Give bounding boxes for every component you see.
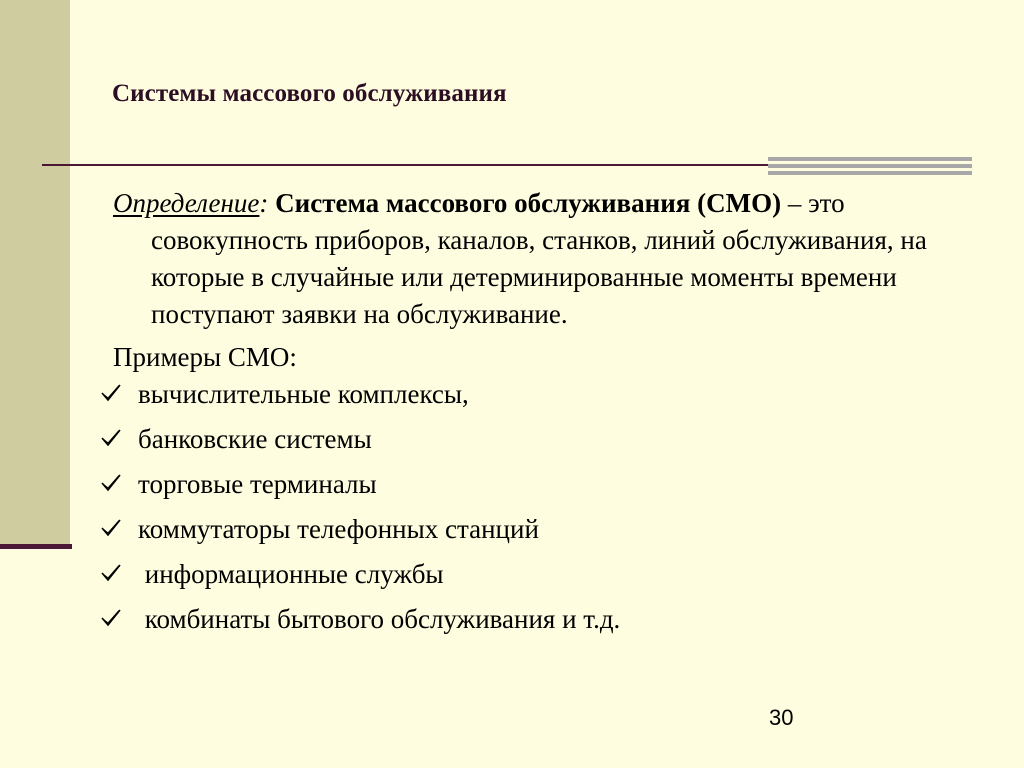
list-item — [100, 511, 973, 556]
slide-content — [113, 185, 973, 646]
checkmark-icon — [100, 607, 122, 629]
decorative-bars — [768, 157, 972, 178]
side-band-underline — [0, 544, 72, 549]
definition-colon: : — [259, 188, 269, 218]
list-item — [100, 601, 973, 646]
examples-heading: Примеры СМО: — [113, 342, 297, 372]
list-item-text: комбинаты бытового обслуживания и т.д. — [138, 604, 621, 634]
list-item — [100, 421, 973, 466]
list-item — [100, 556, 973, 601]
definition-paragraph — [113, 185, 973, 333]
checkmark-icon — [100, 562, 122, 584]
list-item-text: информационные службы — [138, 559, 444, 589]
checkmark-icon — [100, 517, 122, 539]
checkmark-icon — [100, 427, 122, 449]
checkmark-icon — [100, 382, 122, 404]
examples-list — [113, 376, 973, 646]
slide-title: Системы массового обслуживания — [112, 80, 507, 107]
side-band-decoration — [0, 0, 70, 546]
list-item — [100, 466, 973, 511]
list-item-text: коммутаторы телефонных станций — [138, 514, 539, 544]
list-item-text: банковские системы — [138, 424, 372, 454]
list-item — [100, 376, 973, 421]
checkmark-icon — [100, 472, 122, 494]
page-number: 30 — [769, 705, 794, 730]
definition-label: Определение — [113, 188, 260, 218]
definition-term: Система массового обслуживания (СМО) — [275, 188, 782, 218]
list-item-text: вычислительные комплексы, — [138, 379, 469, 409]
list-item-text: торговые терминалы — [138, 469, 377, 499]
definition-text: – это совокупность приборов, каналов, станков, линий обслуживания, на которые в случайные или детерминированные моменты времени поступают заявки на обслуживание. — [151, 188, 927, 329]
